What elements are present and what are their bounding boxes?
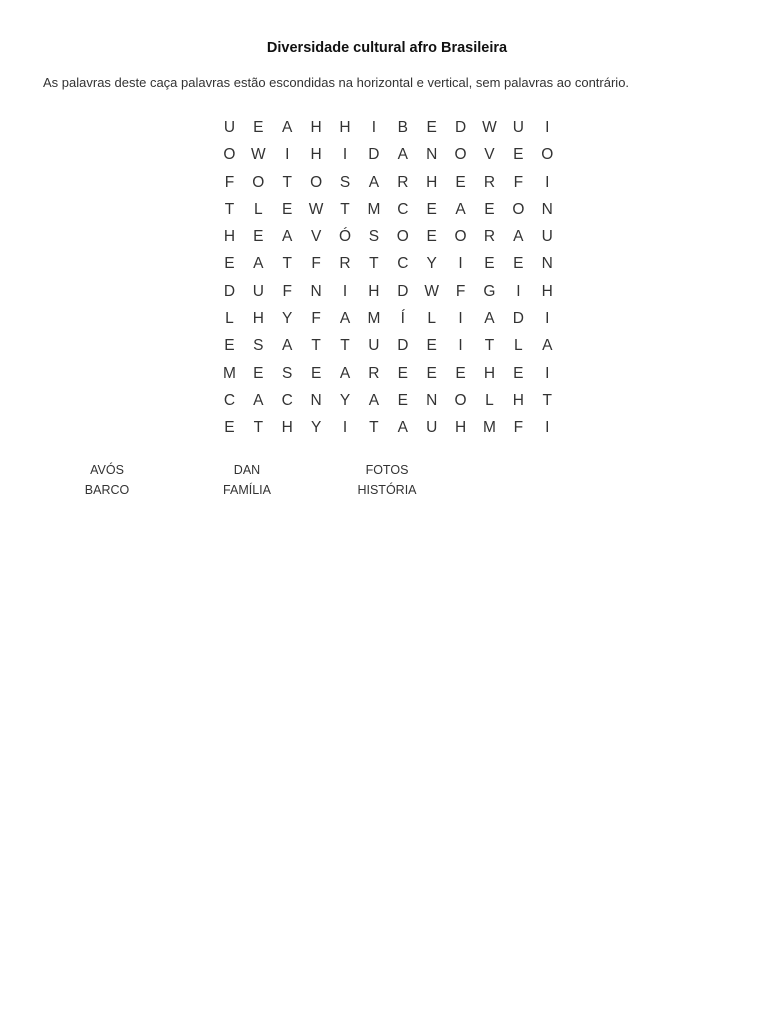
grid-letter: W bbox=[308, 200, 324, 218]
grid-letter: F bbox=[513, 419, 524, 437]
grid-letter: I bbox=[545, 419, 550, 437]
grid-letter: O bbox=[396, 228, 409, 246]
grid-letter: V bbox=[484, 146, 495, 164]
grid-letter: Ó bbox=[338, 228, 352, 246]
grid-letter: T bbox=[542, 391, 552, 409]
grid-letter: L bbox=[427, 310, 436, 328]
grid-letter: I bbox=[545, 173, 550, 191]
grid-letter: F bbox=[513, 173, 524, 191]
grid-letter: T bbox=[282, 173, 292, 191]
grid-letter: F bbox=[282, 282, 292, 300]
grid-letter: F bbox=[311, 255, 321, 273]
grid-letter: D bbox=[368, 146, 380, 164]
grid-letter: A bbox=[513, 228, 524, 246]
grid-letter: I bbox=[516, 282, 521, 300]
grid-letter: Y bbox=[339, 391, 351, 409]
grid-letter: A bbox=[484, 310, 495, 328]
grid-letter: R bbox=[368, 364, 380, 382]
grid-letter: L bbox=[485, 391, 494, 409]
grid-letter: O bbox=[454, 146, 467, 164]
grid-letter: F bbox=[224, 173, 235, 191]
grid-letter: A bbox=[282, 337, 293, 355]
grid-letter: I bbox=[458, 310, 463, 328]
grid-letter: U bbox=[426, 419, 438, 437]
grid-letter: M bbox=[367, 200, 381, 218]
grid-letter: R bbox=[483, 173, 496, 191]
grid-letter: E bbox=[513, 146, 524, 164]
grid-letter: H bbox=[368, 282, 380, 300]
grid-letter: H bbox=[483, 364, 496, 382]
grid-letter: N bbox=[541, 200, 553, 218]
grid-letter: A bbox=[253, 391, 264, 409]
grid-letter: I bbox=[342, 146, 348, 164]
grid-letter: T bbox=[369, 419, 379, 437]
grid-letter: E bbox=[310, 364, 322, 382]
grid-letter: T bbox=[340, 337, 350, 355]
grid-letter: O bbox=[454, 391, 467, 409]
grid-letter: I bbox=[458, 337, 463, 355]
grid-letter: M bbox=[222, 364, 236, 382]
word-list-item: AVÓS bbox=[90, 463, 124, 477]
grid-letter: H bbox=[454, 419, 467, 437]
grid-letter: C bbox=[397, 200, 409, 218]
grid-letter: A bbox=[397, 146, 408, 164]
grid-letter: S bbox=[282, 364, 293, 382]
grid-letter: H bbox=[310, 119, 322, 136]
grid-letter: U bbox=[368, 337, 380, 355]
grid-letter: A bbox=[282, 119, 293, 136]
grid-letter: D bbox=[397, 282, 409, 300]
grid-letter: T bbox=[224, 200, 235, 218]
grid-letter: I bbox=[342, 419, 348, 437]
grid-letter: H bbox=[252, 310, 264, 328]
grid-letter: D bbox=[454, 119, 467, 136]
grid-letter: A bbox=[368, 173, 380, 191]
grid-letter: Í bbox=[400, 310, 405, 328]
grid-letter: E bbox=[224, 419, 235, 437]
grid-letter: W bbox=[482, 119, 497, 136]
grid-letter: F bbox=[455, 282, 466, 300]
grid-letter: U bbox=[541, 228, 553, 246]
grid-letter: U bbox=[252, 282, 264, 300]
grid-letter: H bbox=[512, 391, 524, 409]
grid-letter: I bbox=[285, 146, 290, 164]
grid-letter: O bbox=[252, 173, 265, 191]
grid-letter: R bbox=[339, 255, 351, 273]
word-list-item: BARCO bbox=[84, 483, 130, 497]
grid-letter: L bbox=[514, 337, 523, 355]
grid-letter: U bbox=[223, 119, 236, 136]
grid-letter: H bbox=[281, 419, 293, 437]
grid-letter: E bbox=[426, 119, 437, 136]
grid-letter: T bbox=[340, 200, 350, 218]
grid-letter: C bbox=[223, 391, 236, 409]
grid-letter: H bbox=[426, 173, 438, 191]
word-list-item: FAMÍLIA bbox=[223, 483, 271, 497]
grid-letter: E bbox=[426, 228, 437, 246]
grid-letter: I bbox=[545, 364, 550, 382]
grid-letter: E bbox=[282, 200, 293, 218]
grid-letter: O bbox=[512, 200, 525, 218]
grid-letter: U bbox=[512, 119, 524, 136]
grid-letter: A bbox=[455, 200, 466, 218]
grid-letter: A bbox=[397, 419, 408, 437]
grid-letter: I bbox=[458, 255, 463, 273]
grid-letter: I bbox=[371, 119, 377, 136]
grid-letter: E bbox=[455, 364, 466, 382]
word-list-item: HISTÓRIA bbox=[357, 483, 417, 497]
grid-letter: A bbox=[339, 310, 351, 328]
grid-letter: Y bbox=[310, 419, 322, 437]
grid-letter: E bbox=[455, 173, 466, 191]
word-list-item: DAN bbox=[233, 463, 261, 477]
grid-letter: E bbox=[224, 255, 235, 273]
grid-letter: A bbox=[542, 337, 553, 355]
grid-letter: F bbox=[311, 310, 321, 328]
grid-letter: B bbox=[397, 119, 408, 136]
word-list-item: FOTOS bbox=[365, 463, 409, 477]
grid-letter: A bbox=[253, 255, 264, 273]
grid-letter: M bbox=[483, 419, 496, 437]
grid-letter: S bbox=[253, 337, 264, 355]
grid-letter: E bbox=[513, 255, 524, 273]
instructions-text: As palavras deste caça palavras estão escondidas na horizontal e vertical, sem palavras ao contrário. bbox=[43, 75, 630, 90]
grid-letter: G bbox=[483, 282, 496, 300]
grid-letter: E bbox=[513, 364, 524, 382]
grid-letter: E bbox=[484, 255, 495, 273]
grid-letter: C bbox=[397, 255, 409, 273]
grid-letter: N bbox=[426, 391, 438, 409]
grid-letter: N bbox=[310, 391, 322, 409]
grid-letter: N bbox=[426, 146, 438, 164]
grid-letter: A bbox=[282, 228, 293, 246]
grid-letter: O bbox=[310, 173, 323, 191]
grid-letter: W bbox=[251, 146, 266, 164]
grid-letter: E bbox=[253, 119, 264, 136]
grid-letter: H bbox=[541, 282, 553, 300]
grid-letter: E bbox=[426, 364, 437, 382]
grid-letter: I bbox=[545, 119, 550, 136]
grid-letter: R bbox=[483, 228, 496, 246]
grid-letter: T bbox=[282, 255, 292, 273]
grid-letter: T bbox=[311, 337, 321, 355]
page-title: Diversidade cultural afro Brasileira bbox=[266, 40, 508, 56]
grid-letter: T bbox=[253, 419, 264, 437]
grid-letter: E bbox=[253, 364, 264, 382]
grid-letter: E bbox=[253, 228, 264, 246]
grid-letter: E bbox=[484, 200, 495, 218]
grid-letter: O bbox=[454, 228, 467, 246]
grid-letter: D bbox=[512, 310, 524, 328]
grid-letter: Y bbox=[426, 255, 437, 273]
grid-letter: A bbox=[368, 391, 380, 409]
grid-letter: S bbox=[368, 228, 380, 246]
grid-letter: E bbox=[397, 391, 408, 409]
grid-letter: E bbox=[426, 337, 437, 355]
grid-letter: M bbox=[367, 310, 381, 328]
grid-letter: R bbox=[397, 173, 409, 191]
grid-letter: E bbox=[426, 200, 437, 218]
grid-letter: O bbox=[541, 146, 554, 164]
grid-letter: N bbox=[541, 255, 553, 273]
grid-letter: L bbox=[225, 310, 234, 328]
grid-letter: O bbox=[223, 146, 236, 164]
grid-letter: N bbox=[310, 282, 322, 300]
grid-letter: S bbox=[339, 173, 351, 191]
grid-letter: A bbox=[339, 364, 351, 382]
grid-letter: I bbox=[545, 310, 550, 328]
grid-letter: T bbox=[484, 337, 495, 355]
grid-letter: E bbox=[397, 364, 408, 382]
grid-letter: Y bbox=[282, 310, 293, 328]
grid-letter: C bbox=[281, 391, 293, 409]
grid-letter: T bbox=[369, 255, 379, 273]
grid-letter: H bbox=[310, 146, 322, 164]
grid-letter: H bbox=[339, 119, 351, 136]
grid-letter: D bbox=[223, 282, 236, 300]
grid-letter: V bbox=[310, 228, 322, 246]
grid-letter: W bbox=[424, 282, 439, 300]
grid-letter: H bbox=[223, 228, 236, 246]
grid-letter: L bbox=[254, 200, 263, 218]
grid-letter: I bbox=[342, 282, 348, 300]
word-search-grid bbox=[215, 117, 562, 445]
grid-letter: D bbox=[397, 337, 409, 355]
grid-letter: E bbox=[224, 337, 235, 355]
